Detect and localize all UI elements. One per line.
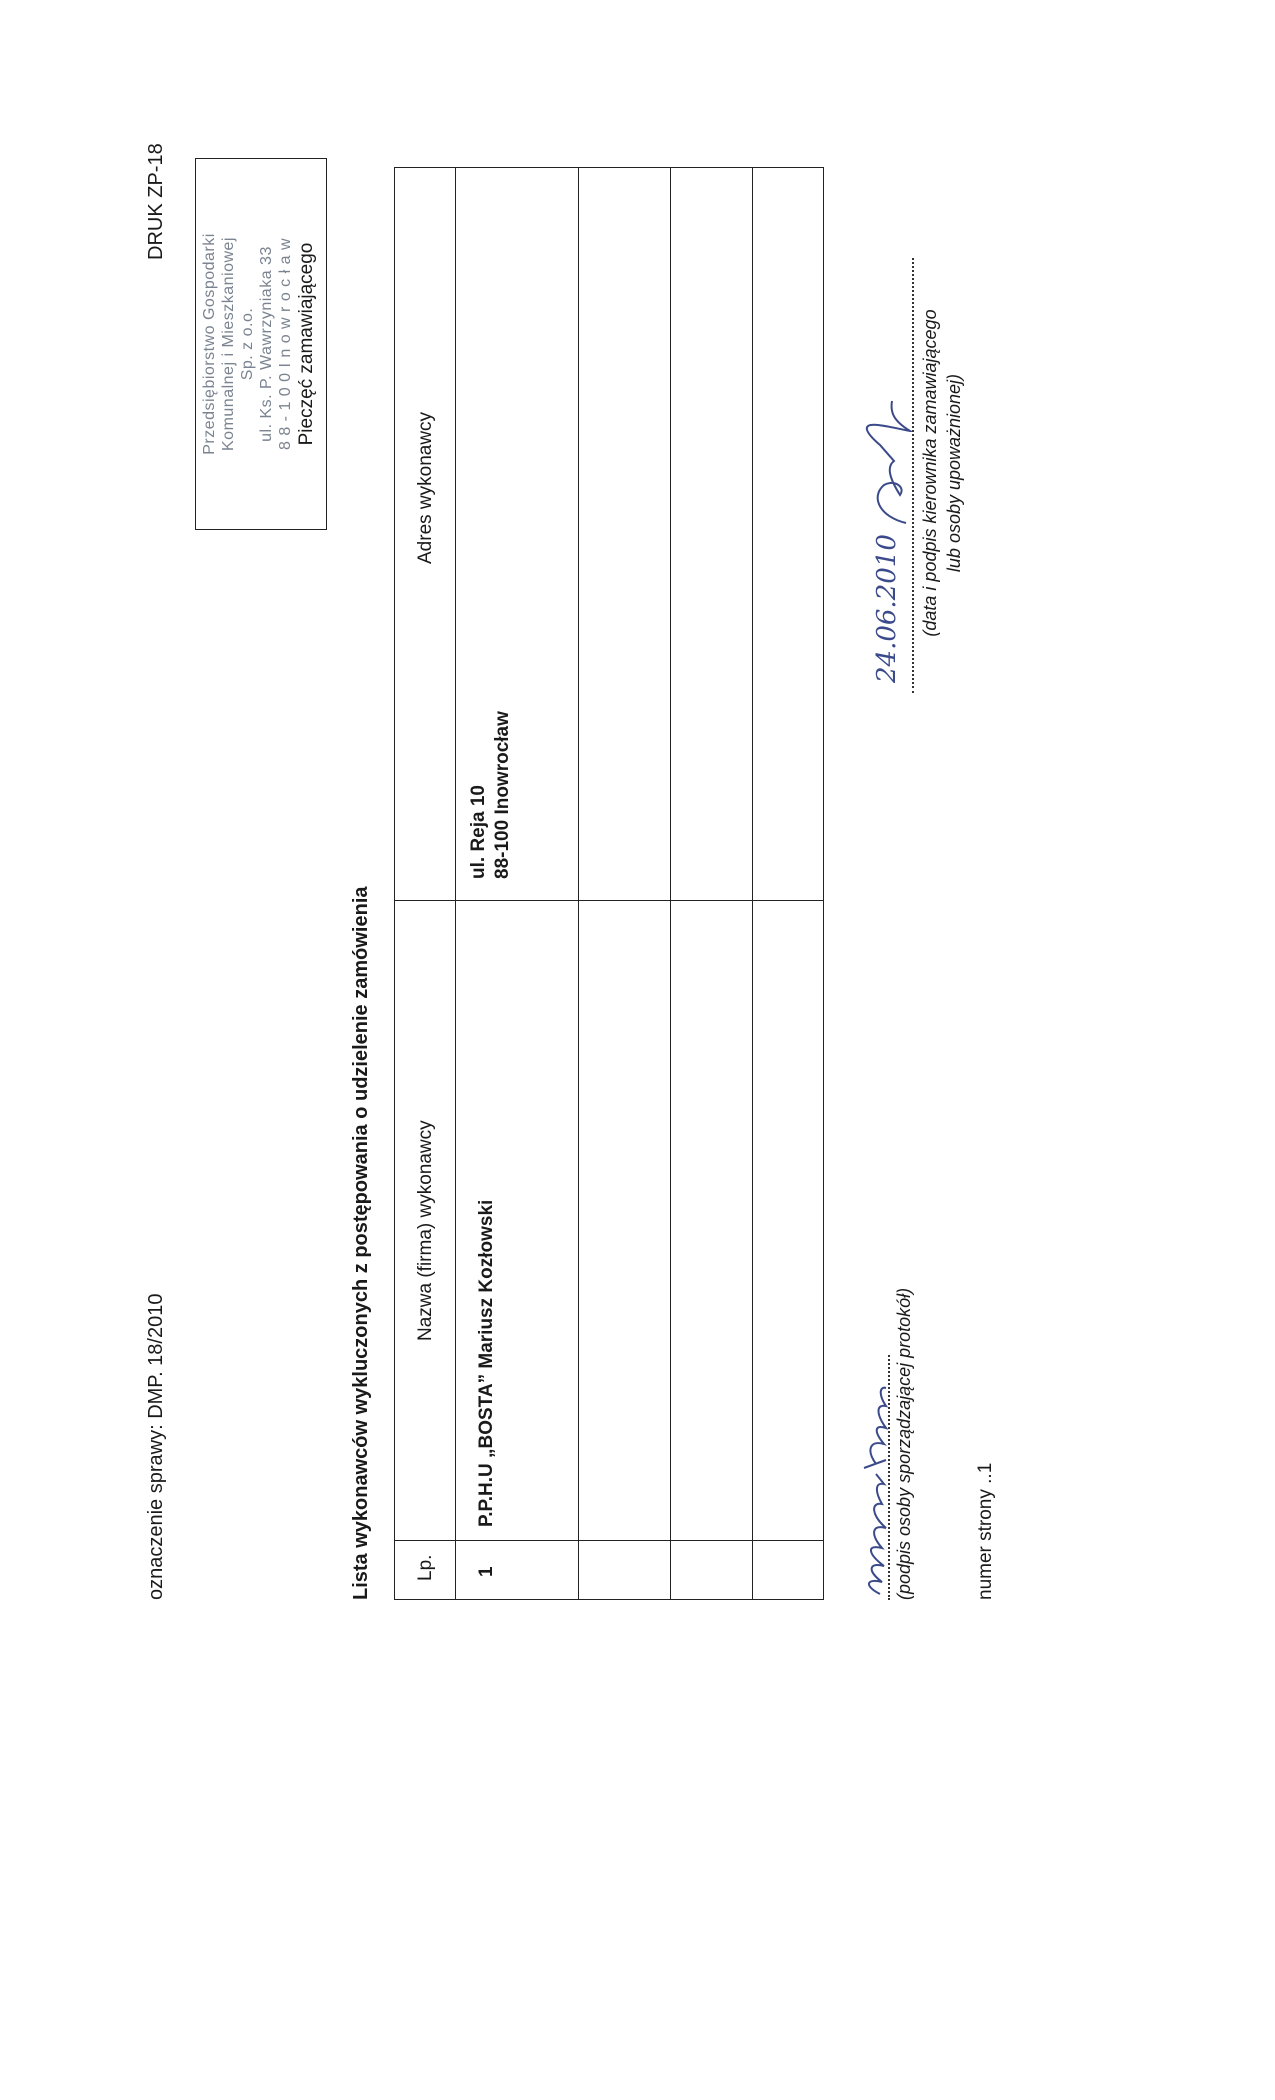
stamp-label: Pieczęć zamawiającego	[296, 242, 317, 446]
stamp-text	[200, 169, 295, 519]
signature-line-left	[888, 1355, 890, 1600]
signature-line-right	[912, 258, 914, 693]
contractor-address-city: 88-100 Inowrocław	[492, 711, 513, 879]
row-number: 1	[476, 1566, 497, 1577]
signature-caption-line: (data i podpis kierownika zamawiającego	[920, 309, 940, 637]
contractor-name: P.P.H.U „BOSTA” Mariusz Kozłowski	[476, 1199, 497, 1527]
stamp-line: Przedsiębiorstwo Gospodarki	[201, 233, 218, 455]
row-divider	[670, 168, 671, 1599]
contractor-address-street: ul. Reja 10	[468, 785, 489, 879]
row-divider	[752, 168, 753, 1599]
handwritten-signature-right	[850, 253, 920, 693]
excluded-contractors-table	[394, 167, 824, 1600]
column-divider	[395, 900, 823, 901]
row-divider	[455, 168, 456, 1599]
signature-caption-line: lub osoby upoważnionej)	[944, 373, 964, 573]
signature-caption-right	[918, 253, 966, 693]
handwritten-date: 24.06.2010	[872, 534, 902, 683]
header-contractor-address: Adres wykonawcy	[415, 411, 436, 564]
stamp-line: 8 8 - 1 0 0 I n o w r o c ł a w	[277, 237, 294, 451]
case-reference: oznaczenie sprawy: DMP. 18/2010	[145, 1293, 167, 1600]
list-title: Lista wykonawców wykluczonych z postępowania o udzielenie zamówienia	[350, 886, 372, 1600]
orderer-stamp	[195, 158, 327, 530]
page-number-label: numer strony ..1	[975, 1462, 996, 1600]
form-code: DRUK ZP-18	[145, 143, 167, 260]
column-divider	[395, 1540, 823, 1541]
row-divider	[578, 168, 579, 1599]
stamp-line: ul. Ks. P. Wawrzyniaka 33	[258, 246, 275, 442]
rotated-document-page	[0, 93, 1240, 1668]
stamp-line: Komunalnej i Mieszkaniowej	[220, 237, 237, 451]
handwritten-signature-left	[836, 1340, 896, 1600]
stamp-line: Sp. z o.o.	[239, 307, 256, 381]
signature-caption-left: (podpis osoby sporządzającej protokół)	[894, 1287, 914, 1600]
header-contractor-name: Nazwa (firma) wykonawcy	[415, 1120, 436, 1341]
header-number: Lp.	[415, 1554, 436, 1581]
